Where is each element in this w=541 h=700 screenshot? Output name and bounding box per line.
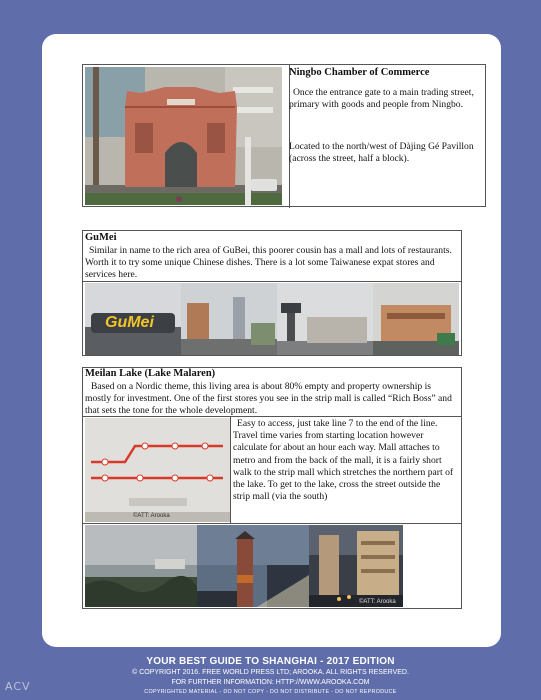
footer-headline: YOUR BEST GUIDE TO SHANGHAI - 2017 EDITION <box>146 656 395 667</box>
meilan-lake-photo <box>85 525 197 607</box>
meilan-tower-photo <box>197 525 309 607</box>
corner-mark: ACV <box>5 680 31 693</box>
meilan-buildings-photo <box>309 525 403 607</box>
gumei-intersection-photo <box>277 283 373 355</box>
meilan-access: Easy to access, just take line 7 to the end of the line. Travel time varies from starting location however calculate for about an hour each way. Mall attaches to metro and from the back of the mall, it is a fairly short walk to the strip mall which stretches the northern part of the lake. To get to the lake, cross the street outside the strip mall (via the south) <box>233 418 454 503</box>
gumei-divider <box>83 281 461 282</box>
meilan-metro-map-photo <box>85 418 230 522</box>
meilan-section <box>82 367 462 609</box>
gumei-buildings-photo <box>373 283 459 355</box>
gumei-section <box>82 230 462 356</box>
gumei-mall-photo <box>85 283 181 355</box>
meilan-metro-caption: ©ATT: Arooka <box>133 513 170 519</box>
gumei-description: Similar in name to the rich area of GuBei, this poorer cousin has a mall and lots of restaurants. Worth it to try some unique Chinese dishes. There is a lot some Taiwanese expat stores and services here. <box>85 245 452 281</box>
meilan-divider-top <box>83 416 461 417</box>
gumei-title: GuMei <box>85 232 117 243</box>
ningbo-location: Located to the north/west of Dàjing Gé Pavillon (across the street, half a block). <box>289 141 474 165</box>
ningbo-title: Ningbo Chamber of Commerce <box>289 67 430 78</box>
footer-notice: COPYRIGHTED MATERIAL - DO NOT COPY - DO NOT DISTRIBUTE - DO NOT REPRODUCE <box>144 689 397 695</box>
footer-info: FOR FURTHER INFORMATION: HTTP://WWW.AROOKA.COM <box>171 679 370 686</box>
ningbo-section <box>82 64 486 207</box>
meilan-intro: Based on a Nordic theme, this living area is about 80% empty and property ownership is mostly for investment. One of the first stores you see in the strip mall is called “Rich Boss” and that sets the tone for the whole development. <box>85 381 452 417</box>
footer-copyright: © COPYRIGHT 2016. FREE WORLD PRESS LTD; AROOKA. ALL RIGHTS RESERVED. <box>132 669 409 676</box>
ningbo-gate-photo <box>85 67 282 205</box>
meilan-photo-caption: ©ATT: Arooka <box>359 599 396 605</box>
meilan-title: Meilan Lake (Lake Malaren) <box>85 368 216 379</box>
ningbo-description: Once the entrance gate to a main trading street, primary with goods and people from Ningbo. <box>289 87 474 111</box>
gumei-street-photo <box>181 283 277 355</box>
gumei-sign-text: GuMei <box>105 314 154 331</box>
meilan-divider-bottom <box>83 523 461 524</box>
meilan-vertical-divider <box>230 416 231 523</box>
